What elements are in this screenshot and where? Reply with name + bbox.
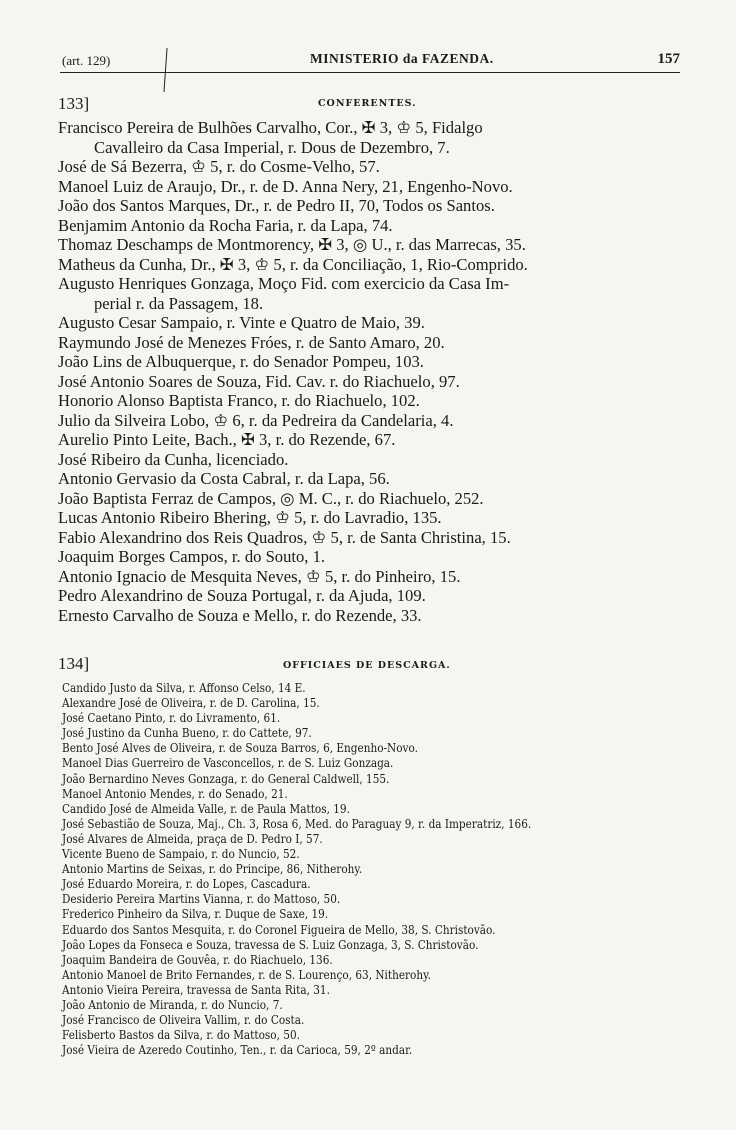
section-title: CONFERENTES. — [318, 98, 417, 109]
conferentes-list — [58, 118, 698, 625]
list-item: José Caetano Pinto, r. do Livramento, 61. — [62, 711, 281, 726]
list-item: Alexandre José de Oliveira, r. de D. Carolina, 15. — [62, 696, 320, 711]
list-item: José Sebastião de Souza, Maj., Ch. 3, Rosa 6, Med. do Paraguay 9, r. da Imperatriz, 166. — [62, 816, 532, 831]
list-item: Manoel Antonio Mendes, r. do Senado, 21. — [62, 786, 288, 801]
list-item: Manoel Luiz de Araujo, Dr., r. de D. Anna Nery, 21, Engenho-Novo. — [58, 176, 513, 196]
list-item: Joaquim Borges Campos, r. do Souto, 1. — [58, 547, 326, 566]
list-item: Honorio Alonso Baptista Franco, r. do Riachuelo, 102. — [58, 391, 420, 410]
list-item: Manoel Dias Guerreiro de Vasconcellos, r. de S. Luiz Gonzaga. — [62, 756, 394, 771]
list-item: Thomaz Deschamps de Montmorency, ✠ 3, ◎ U., r. das Marrecas, 35. — [58, 235, 526, 254]
list-item: Aurelio Pinto Leite, Bach., ✠ 3, r. do Rezende, 67. — [58, 430, 396, 449]
officiaes-de-descarga-list — [62, 681, 612, 1058]
list-item-continuation: perial r. da Passagem, 18. — [94, 293, 264, 313]
header-title: MINISTERIO da FAZENDA. — [310, 51, 494, 66]
list-item: João Baptista Ferraz de Campos, ◎ M. C., r. do Riachuelo, 252. — [58, 488, 484, 508]
list-item: Antonio Gervasio da Costa Cabral, r. da Lapa, 56. — [58, 469, 390, 488]
list-item: José Eduardo Moreira, r. do Lopes, Cascadura. — [62, 877, 311, 892]
list-item: José de Sá Bezerra, ♔ 5, r. do Cosme-Velho, 57. — [58, 157, 380, 176]
list-item: Francisco Pereira de Bulhões Carvalho, Cor., ✠ 3, ♔ 5, Fidalgo — [58, 118, 483, 137]
list-item: Antonio Ignacio de Mesquita Neves, ♔ 5, r. do Pinheiro, 15. — [58, 566, 461, 586]
list-item: José Ribeiro da Cunha, licenciado. — [58, 449, 289, 469]
list-item: José Vieira de Azeredo Coutinho, Ten., r. da Carioca, 59, 2º andar. — [62, 1043, 413, 1058]
list-item: Bento José Alves de Oliveira, r. de Souza Barros, 6, Engenho-Novo. — [62, 741, 418, 756]
running-header — [60, 50, 680, 73]
list-item: Antonio Martins de Seixas, r. do Principe, 86, Nitherohy. — [62, 862, 363, 877]
list-item: Matheus da Cunha, Dr., ✠ 3, ♔ 5, r. da Conciliação, 1, Rio-Comprido. — [58, 254, 528, 274]
list-item: Vicente Bueno de Sampaio, r. do Nuncio, 52. — [62, 847, 300, 862]
list-item-continuation: Cavalleiro da Casa Imperial, r. Dous de Dezembro, 7. — [94, 137, 450, 157]
list-item: Antonio Vieira Pereira, travessa de Santa Rita, 31. — [62, 982, 330, 997]
list-item: Benjamim Antonio da Rocha Faria, r. da Lapa, 74. — [58, 215, 393, 235]
list-item: Lucas Antonio Ribeiro Bhering, ♔ 5, r. do Lavradio, 135. — [58, 508, 442, 527]
list-item: Candido Justo da Silva, r. Affonso Celso, 14 E. — [62, 681, 306, 695]
list-item: José Antonio Soares de Souza, Fid. Cav. r. do Riachuelo, 97. — [58, 371, 460, 391]
list-item: João dos Santos Marques, Dr., r. de Pedro II, 70, Todos os Santos. — [58, 196, 495, 215]
list-item: Candido José de Almeida Valle, r. de Paula Mattos, 19. — [62, 801, 350, 816]
list-item: Antonio Manoel de Brito Fernandes, r. de S. Lourenço, 63, Nitherohy. — [62, 967, 431, 982]
section-title: OFFICIAES DE DESCARGA. — [283, 660, 451, 671]
list-item: Julio da Silveira Lobo, ♔ 6, r. da Pedreira da Candelaria, 4. — [58, 410, 454, 430]
list-item: João Bernardino Neves Gonzaga, r. do General Caldwell, 155. — [62, 771, 390, 786]
list-item: Raymundo José de Menezes Fróes, r. de Santo Amaro, 20. — [58, 332, 445, 352]
list-item: José Francisco de Oliveira Vallim, r. do Costa. — [62, 1013, 305, 1028]
list-item: Frederico Pinheiro da Silva, r. Duque de Saxe, 19. — [62, 907, 329, 922]
list-item: João Antonio de Miranda, r. do Nuncio, 7. — [62, 997, 283, 1012]
list-item: Fabio Alexandrino dos Reis Quadros, ♔ 5, r. de Santa Christina, 15. — [58, 527, 511, 547]
list-item: João Lopes da Fonseca e Souza, travessa de S. Luiz Gonzaga, 3, S. Christovão. — [62, 937, 479, 952]
page-number: 157 — [657, 51, 680, 67]
list-item: Joaquim Bandeira de Gouvêa, r. do Riachuelo, 136. — [62, 952, 333, 967]
list-item: Pedro Alexandrino de Souza Portugal, r. da Ajuda, 109. — [58, 586, 426, 605]
list-item: Felisberto Bastos da Silva, r. do Mattoso, 50. — [62, 1028, 300, 1043]
list-item: Ernesto Carvalho de Souza e Mello, r. do Rezende, 33. — [58, 605, 422, 625]
article-reference: (art. 129) — [62, 53, 111, 68]
list-item: José Justino da Cunha Bueno, r. do Cattete, 97. — [62, 726, 312, 741]
header-divider — [163, 48, 167, 92]
list-item: Eduardo dos Santos Mesquita, r. do Coronel Figueira de Mello, 38, S. Christovão. — [62, 922, 496, 937]
list-item: João Lins de Albuquerque, r. do Senador Pompeu, 103. — [58, 352, 424, 371]
section-number: 134] — [58, 654, 90, 673]
list-item: Desiderio Pereira Martins Vianna, r. do Mattoso, 50. — [62, 892, 341, 907]
section-number: 133] — [58, 94, 90, 113]
list-item: José Alvares de Almeida, praça de D. Pedro I, 57. — [62, 831, 323, 846]
list-item: Augusto Cesar Sampaio, r. Vinte e Quatro de Maio, 39. — [58, 313, 425, 332]
list-item: Augusto Henriques Gonzaga, Moço Fid. com exercicio da Casa Im- — [58, 274, 510, 293]
